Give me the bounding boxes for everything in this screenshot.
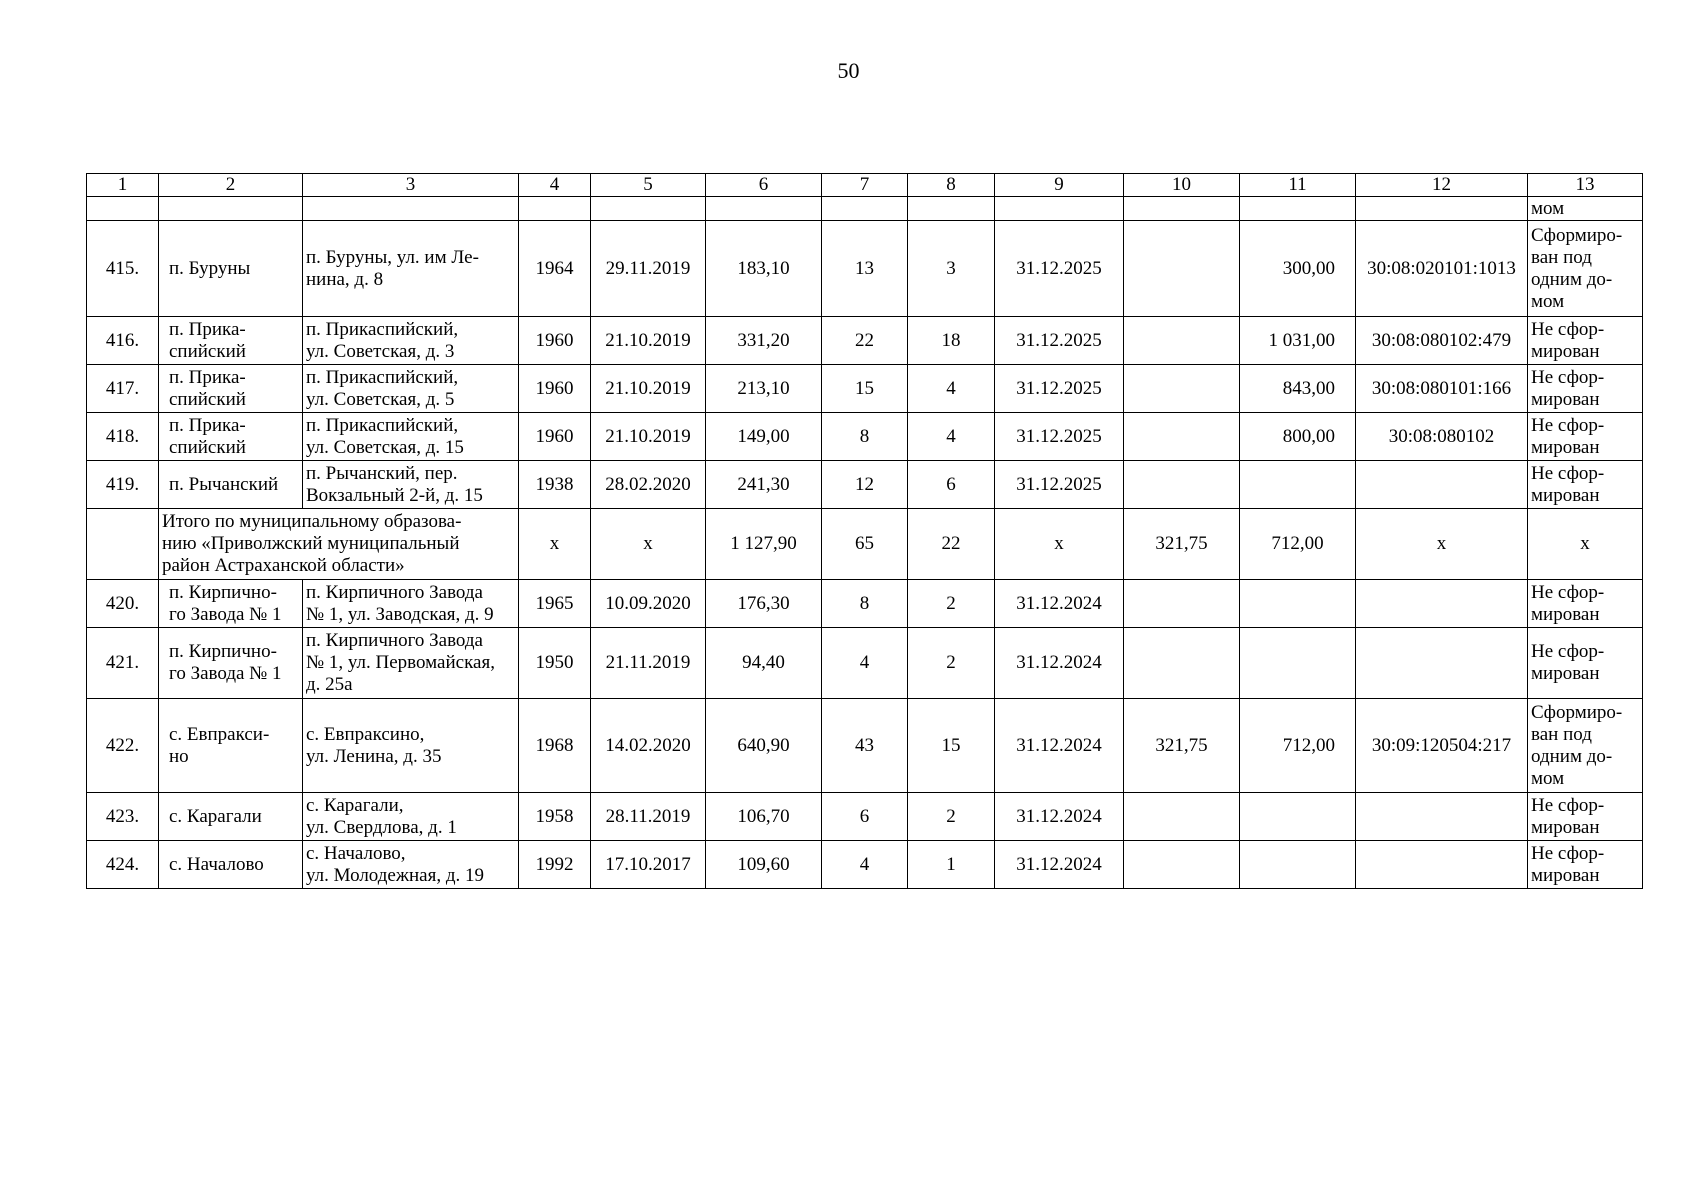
value-cell: 1 031,00 [1240,317,1356,365]
date-cell: 21.11.2019 [591,628,706,699]
value-cell [1240,841,1356,889]
value-cell: 800,00 [1240,413,1356,461]
cadastral-cell: 30:08:080102:479 [1356,317,1528,365]
count-cell: 3 [908,221,995,317]
cadastral-cell [1356,580,1528,628]
date-cell: 28.11.2019 [591,793,706,841]
area-cell: 241,30 [706,461,822,509]
address-cell: п. Прикаспийский, ул. Советская, д. 15 [303,413,519,461]
continuation-row [87,197,1643,221]
locality-cell: п. Кирпично- го Завода № 1 [159,628,303,699]
table-row [87,841,1643,889]
row-number-cell: 420. [87,580,159,628]
row-number-cell: 421. [87,628,159,699]
address-cell: с. Евпраксино, ул. Ленина, д. 35 [303,699,519,793]
row-number-cell: 419. [87,461,159,509]
housing-table [86,173,1643,889]
column-number: 4 [519,174,591,197]
table-row [87,793,1643,841]
table-row [87,413,1643,461]
deadline-cell: 31.12.2024 [995,841,1124,889]
area-cell: 94,40 [706,628,822,699]
column-number-row [87,174,1643,197]
total-row [87,509,1643,580]
total-value-cell: x [591,509,706,580]
row-number-cell: 423. [87,793,159,841]
cadastral-cell: 30:09:120504:217 [1356,699,1528,793]
area-cell: 106,70 [706,793,822,841]
total-value-cell: 712,00 [1240,509,1356,580]
count-cell: 12 [822,461,908,509]
cadastral-cell [1356,793,1528,841]
date-cell: 21.10.2019 [591,413,706,461]
cadastral-cell [1356,841,1528,889]
year-cell: 1960 [519,413,591,461]
area-cell: 331,20 [706,317,822,365]
column-number: 10 [1124,174,1240,197]
year-cell: 1960 [519,317,591,365]
count-cell: 15 [908,699,995,793]
area-cell: 109,60 [706,841,822,889]
locality-cell: п. Рычанский [159,461,303,509]
cadastral-cell: 30:08:020101:1013 [1356,221,1528,317]
value-cell: 300,00 [1240,221,1356,317]
total-value-cell: 65 [822,509,908,580]
count-cell: 13 [822,221,908,317]
year-cell: 1965 [519,580,591,628]
count-cell: 6 [908,461,995,509]
status-cell: Не сфор- мирован [1528,461,1643,509]
address-cell: п. Кирпичного Завода № 1, ул. Заводская, д. 9 [303,580,519,628]
table-row [87,461,1643,509]
row-number-cell: 418. [87,413,159,461]
deadline-cell: 31.12.2024 [995,699,1124,793]
column-number: 1 [87,174,159,197]
value-cell [1124,365,1240,413]
total-value-cell: x [519,509,591,580]
count-cell: 4 [908,413,995,461]
column-number: 2 [159,174,303,197]
table-row [87,221,1643,317]
table-row [87,365,1643,413]
value-cell [1124,628,1240,699]
count-cell: 43 [822,699,908,793]
value-cell [1124,461,1240,509]
column-number: 9 [995,174,1124,197]
cadastral-cell: 30:08:080101:166 [1356,365,1528,413]
status-cell: Не сфор- мирован [1528,628,1643,699]
area-cell: 213,10 [706,365,822,413]
area-cell: 183,10 [706,221,822,317]
cadastral-cell: 30:08:080102 [1356,413,1528,461]
column-number: 5 [591,174,706,197]
table-row [87,580,1643,628]
value-cell: 712,00 [1240,699,1356,793]
year-cell: 1938 [519,461,591,509]
total-label: Итого по муниципальному образова- нию «Приволжский муниципальный район Астраханской области» [159,509,519,580]
status-cell: Не сфор- мирован [1528,580,1643,628]
count-cell: 6 [822,793,908,841]
locality-cell: с. Карагали [159,793,303,841]
count-cell: 2 [908,793,995,841]
total-value-cell: x [1528,509,1643,580]
cadastral-cell [1356,628,1528,699]
year-cell: 1960 [519,365,591,413]
column-number: 12 [1356,174,1528,197]
table-row [87,628,1643,699]
column-number: 13 [1528,174,1643,197]
area-cell: 640,90 [706,699,822,793]
status-cell: мом [1528,197,1643,221]
year-cell: 1950 [519,628,591,699]
row-number-cell: 415. [87,221,159,317]
deadline-cell: 31.12.2025 [995,461,1124,509]
total-value-cell: 22 [908,509,995,580]
row-number-cell: 417. [87,365,159,413]
locality-cell: п. Прика- спийский [159,413,303,461]
count-cell: 1 [908,841,995,889]
address-cell: с. Началово, ул. Молодежная, д. 19 [303,841,519,889]
status-cell: Не сфор- мирован [1528,317,1643,365]
count-cell: 4 [822,841,908,889]
column-number: 6 [706,174,822,197]
locality-cell: п. Кирпично- го Завода № 1 [159,580,303,628]
address-cell: п. Кирпичного Завода № 1, ул. Первомайская, д. 25а [303,628,519,699]
total-value-cell: 321,75 [1124,509,1240,580]
count-cell: 2 [908,580,995,628]
row-number-cell: 416. [87,317,159,365]
date-cell: 21.10.2019 [591,317,706,365]
total-value-cell: x [1356,509,1528,580]
locality-cell: п. Прика- спийский [159,317,303,365]
date-cell: 14.02.2020 [591,699,706,793]
locality-cell: п. Буруны [159,221,303,317]
count-cell: 22 [822,317,908,365]
area-cell: 149,00 [706,413,822,461]
deadline-cell: 31.12.2025 [995,317,1124,365]
year-cell: 1968 [519,699,591,793]
column-number: 3 [303,174,519,197]
date-cell: 21.10.2019 [591,365,706,413]
status-cell: Сформиро- ван под одним до- мом [1528,699,1643,793]
address-cell: п. Прикаспийский, ул. Советская, д. 3 [303,317,519,365]
deadline-cell: 31.12.2024 [995,580,1124,628]
locality-cell: с. Евпракси- но [159,699,303,793]
year-cell: 1958 [519,793,591,841]
table-row [87,699,1643,793]
deadline-cell: 31.12.2025 [995,365,1124,413]
value-cell: 321,75 [1124,699,1240,793]
count-cell: 4 [908,365,995,413]
status-cell: Не сфор- мирован [1528,793,1643,841]
date-cell: 28.02.2020 [591,461,706,509]
value-cell [1124,793,1240,841]
row-number-cell: 424. [87,841,159,889]
deadline-cell: 31.12.2025 [995,413,1124,461]
total-value-cell: 1 127,90 [706,509,822,580]
value-cell [1240,461,1356,509]
address-cell: п. Рычанский, пер. Вокзальный 2-й, д. 15 [303,461,519,509]
value-cell [1124,317,1240,365]
locality-cell: п. Прика- спийский [159,365,303,413]
row-number-cell: 422. [87,699,159,793]
column-number: 8 [908,174,995,197]
date-cell: 29.11.2019 [591,221,706,317]
deadline-cell: 31.12.2024 [995,628,1124,699]
address-cell: п. Прикаспийский, ул. Советская, д. 5 [303,365,519,413]
area-cell: 176,30 [706,580,822,628]
column-number: 7 [822,174,908,197]
status-cell: Сформиро- ван под одним до- мом [1528,221,1643,317]
date-cell: 10.09.2020 [591,580,706,628]
count-cell: 18 [908,317,995,365]
count-cell: 15 [822,365,908,413]
date-cell: 17.10.2017 [591,841,706,889]
status-cell: Не сфор- мирован [1528,413,1643,461]
value-cell [1124,841,1240,889]
value-cell [1240,628,1356,699]
value-cell [1124,413,1240,461]
page-number: 50 [837,58,860,83]
deadline-cell: 31.12.2024 [995,793,1124,841]
value-cell [1240,580,1356,628]
deadline-cell: 31.12.2025 [995,221,1124,317]
table-row [87,317,1643,365]
count-cell: 8 [822,413,908,461]
address-cell: с. Карагали, ул. Свердлова, д. 1 [303,793,519,841]
value-cell [1240,793,1356,841]
year-cell: 1992 [519,841,591,889]
value-cell [1124,221,1240,317]
value-cell [1124,580,1240,628]
column-number: 11 [1240,174,1356,197]
count-cell: 8 [822,580,908,628]
address-cell: п. Буруны, ул. им Ле- нина, д. 8 [303,221,519,317]
count-cell: 4 [822,628,908,699]
value-cell: 843,00 [1240,365,1356,413]
locality-cell: с. Началово [159,841,303,889]
count-cell: 2 [908,628,995,699]
year-cell: 1964 [519,221,591,317]
status-cell: Не сфор- мирован [1528,841,1643,889]
total-value-cell: x [995,509,1124,580]
status-cell: Не сфор- мирован [1528,365,1643,413]
cadastral-cell [1356,461,1528,509]
